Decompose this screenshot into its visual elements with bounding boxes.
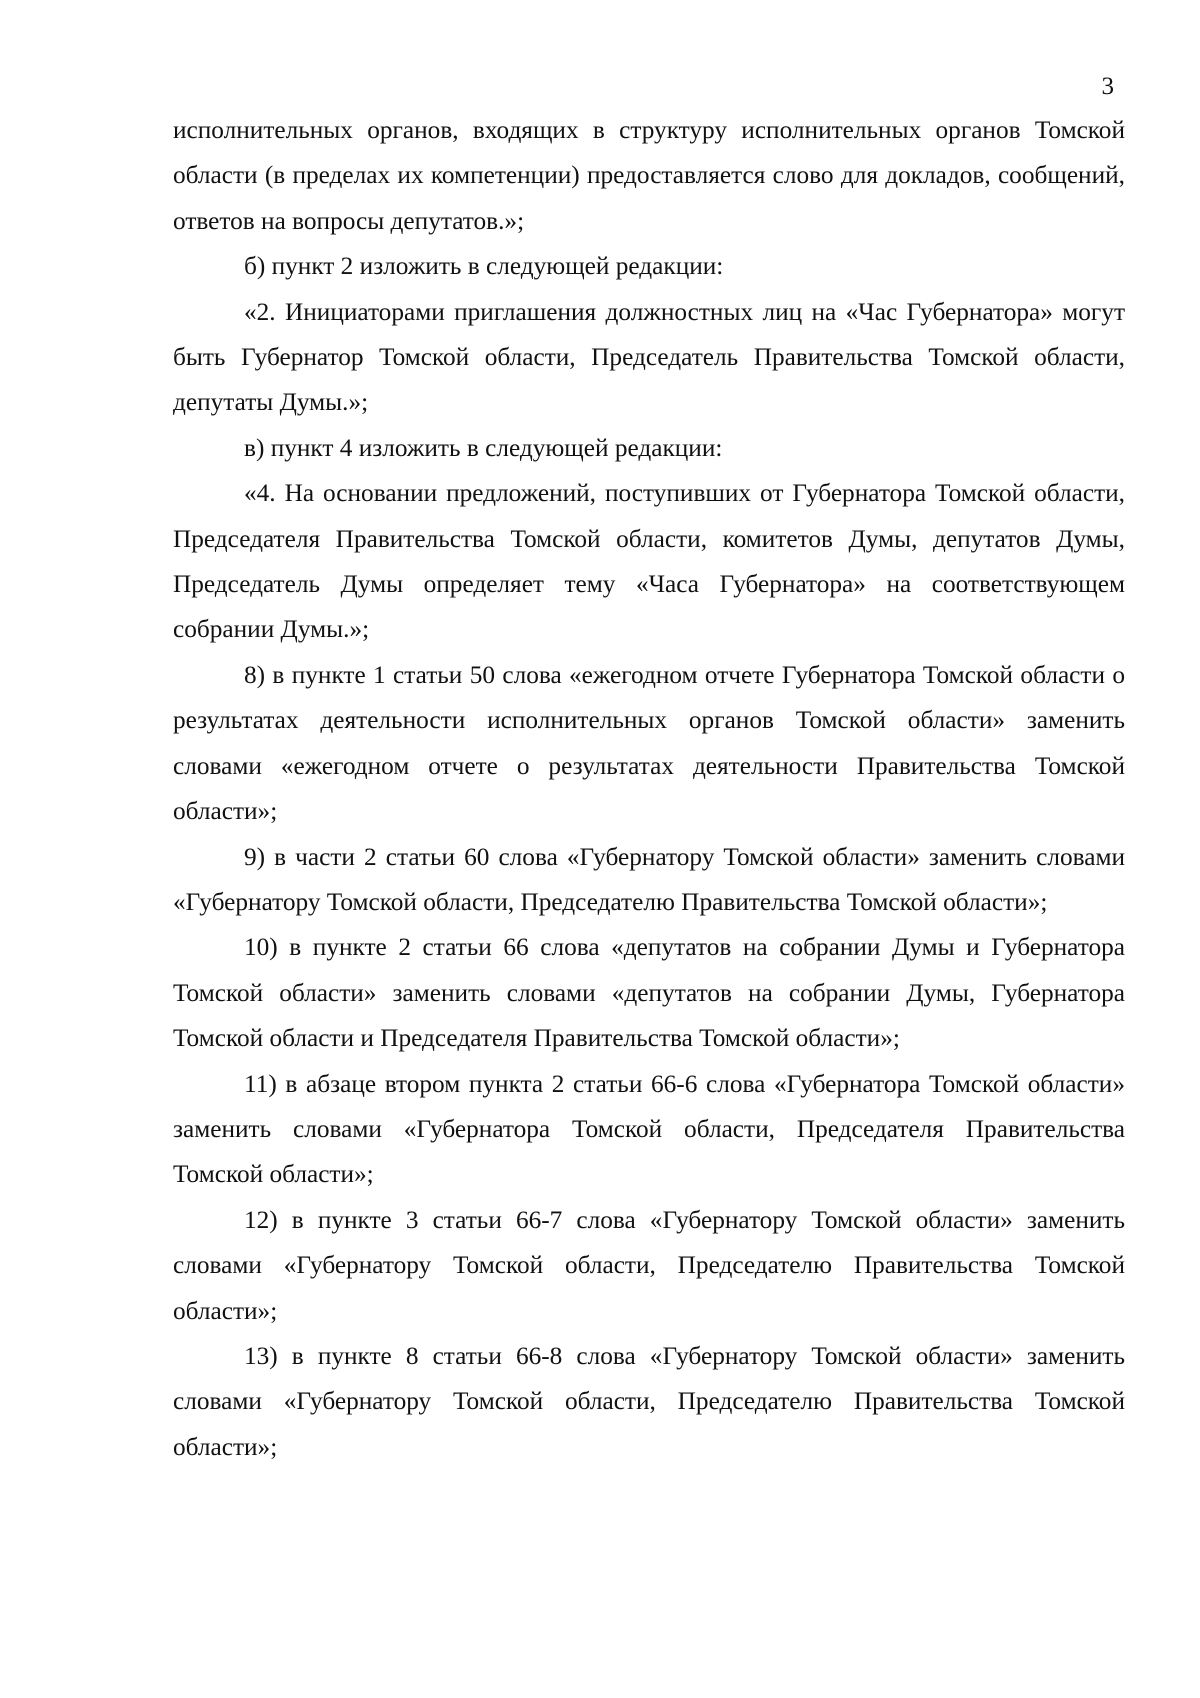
paragraph-quote-2: «2. Инициаторами приглашения должностных лиц на «Час Губернатора» могут быть Губернатор Томской области, Председатель Правительства Томской области, депутаты Думы.»;	[173, 297, 1125, 417]
document-body	[173, 108, 1125, 1470]
paragraph-item-12: 12) в пункте 3 статьи 66-7 слова «Губернатору Томской области» заменить словами «Губернатору Томской области, Председателю Правительства Томской области»;	[173, 1205, 1125, 1325]
paragraph-item-11: 11) в абзаце втором пункта 2 статьи 66-6 слова «Губернатора Томской области» заменить словами «Губернатора Томской области, Председателя Правительства Томской области»;	[173, 1069, 1125, 1189]
paragraph-item-9: 9) в части 2 статьи 60 слова «Губернатору Томской области» заменить словами «Губернатору Томской области, Председателю Правительства Томской области»;	[173, 842, 1125, 916]
paragraph-item-8: 8) в пункте 1 статьи 50 слова «ежегодном отчете Губернатора Томской области о результатах деятельности исполнительных органов Томской области» заменить словами «ежегодном отчете о результатах деятельности Правительства Томской области»;	[173, 660, 1125, 826]
paragraph-item-b: б) пункт 2 изложить в следующей редакции:	[244, 252, 724, 281]
paragraph-item-10: 10) в пункте 2 статьи 66 слова «депутатов на собрании Думы и Губернатора Томской области» заменить словами «депутатов на собрании Думы, Губернатора Томской области и Председателя Правительства Томской области»;	[173, 933, 1125, 1053]
paragraph-continuation: исполнительных органов, входящих в структуру исполнительных органов Томской области (в пределах их компетенции) предоставляется слово для докладов, сообщений, ответов на вопросы депутатов.»;	[173, 116, 1125, 235]
page-number: 3	[1101, 73, 1114, 100]
paragraph-item-13: 13) в пункте 8 статьи 66-8 слова «Губернатору Томской области» заменить словами «Губернатору Томской области, Председателю Правительства Томской области»;	[173, 1341, 1125, 1461]
paragraph-item-v: в) пункт 4 изложить в следующей редакции:	[244, 433, 723, 462]
paragraph-quote-4: «4. На основании предложений, поступивших от Губернатора Томской области, Председателя Правительства Томской области, комитетов Думы, депутатов Думы, Председатель Думы определяет тему «Часа Губернатора» на соответствующем собрании Думы.»;	[173, 479, 1125, 644]
